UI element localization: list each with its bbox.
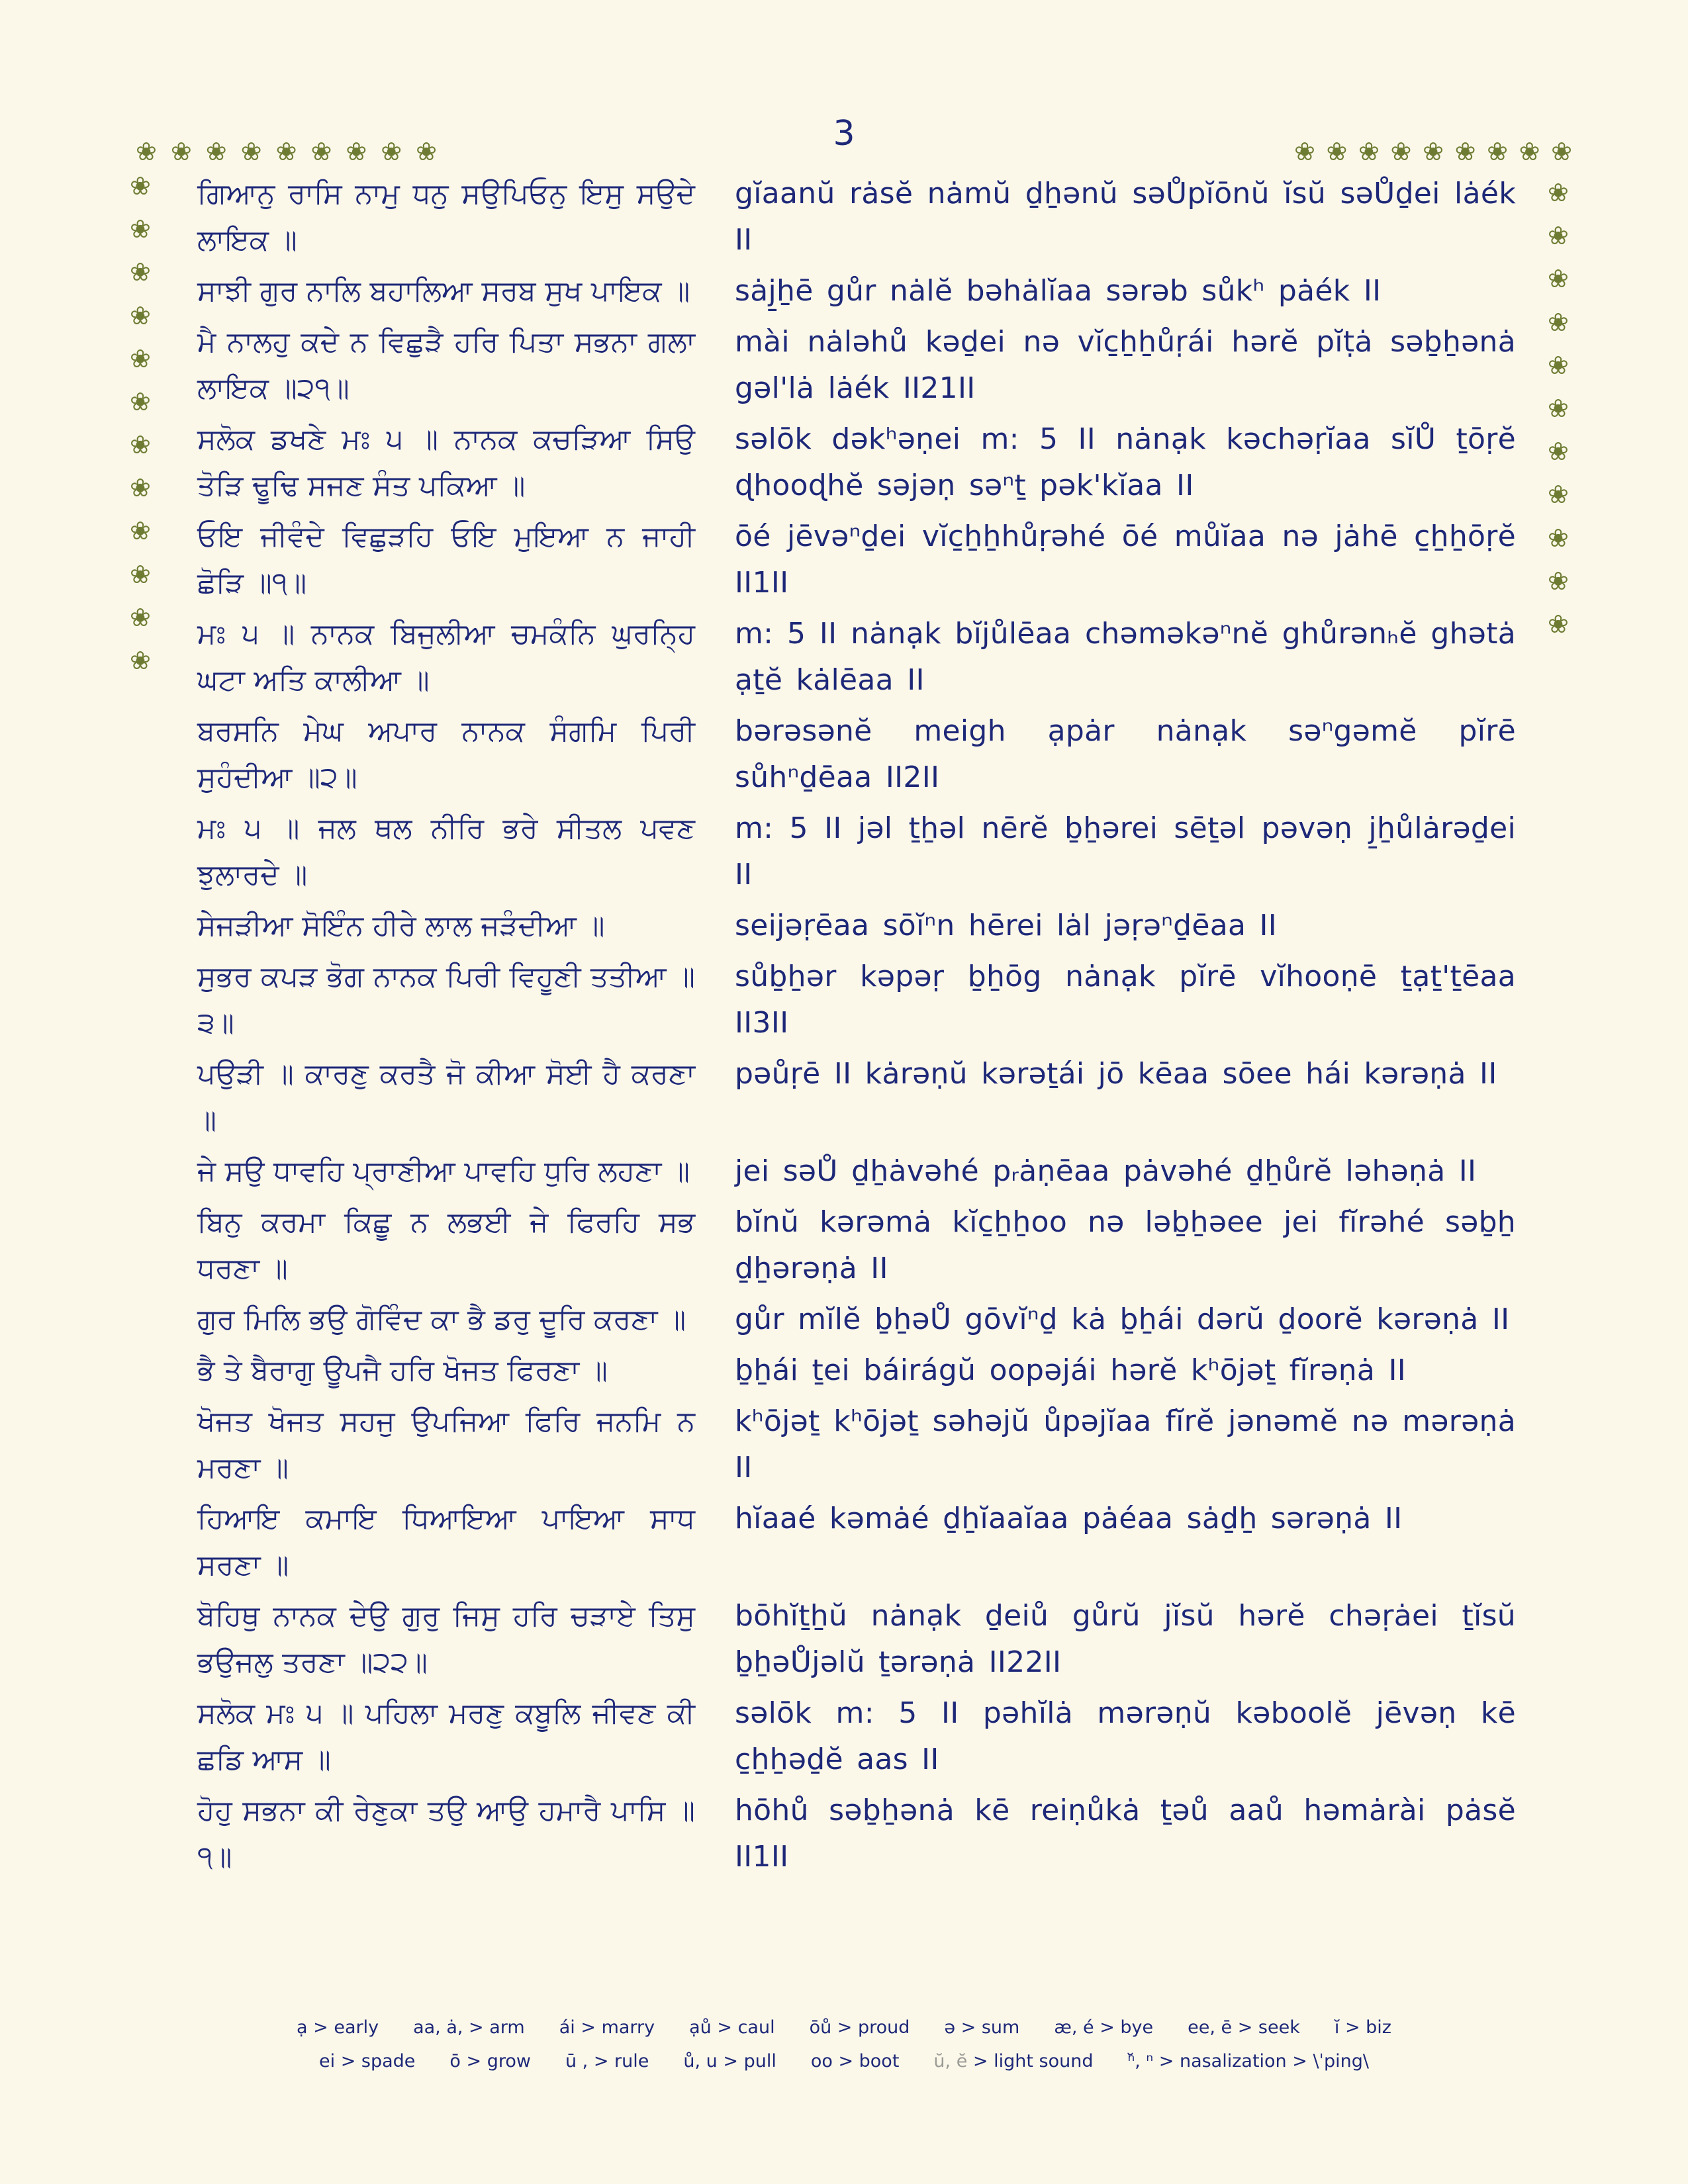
- pronunciation-item-text: oo > boot: [810, 2051, 900, 2071]
- pronunciation-key-row-1: [297, 2017, 1391, 2038]
- gurmukhi-text: ਹਿਆਇ ਕਮਾਇ ਧਿਆਇਆ ਪਾਇਆ ਸਾਧ ਸਰਣਾ ॥: [197, 1502, 695, 1582]
- flower-icon: ❀: [346, 137, 367, 166]
- flower-icon: ❀: [1454, 137, 1476, 166]
- pronunciation-item: ĭ > biz: [1334, 2017, 1391, 2038]
- flower-icon: ❀: [130, 602, 151, 632]
- ornament-row-top-left: [136, 139, 437, 164]
- flower-icon: ❀: [1487, 137, 1508, 166]
- roman-transliteration-text: hōhů səḇẖənȧ kē reiṇůkȧ ṯəů aaů həmȧrài pȧsĕ II1II: [735, 1794, 1516, 1874]
- pronunciation-item: ái > marry: [559, 2017, 655, 2038]
- flower-icon: ❀: [130, 430, 151, 460]
- flower-icon: ❀: [275, 137, 297, 166]
- flower-icon: ❀: [1519, 137, 1540, 166]
- roman-transliteration-text: bōhĭṯẖŭ nȧnạk ḏeiů gůrŭ jĭsŭ hərĕ chəṛȧei ṯĭsŭ ḇẖəŮjəlŭ ṯərəṇȧ II22II: [735, 1599, 1516, 1679]
- ornament-column-left: [130, 173, 151, 673]
- pronunciation-item-text: > light sound: [967, 2051, 1094, 2071]
- gurmukhi-text: ਬਰਸਨਿ ਮੇਘ ਅਪਾਰ ਨਾਨਕ ਸੰਗਮਿ ਪਿਰੀ ਸੁਹੰਦੀਆ ॥੨॥: [197, 715, 695, 794]
- pronunciation-item: [449, 2051, 531, 2071]
- pronunciation-item-text: ů, u > pull: [683, 2051, 776, 2071]
- roman-transliteration-text: sůḇẖər kəpəṛ ḇẖōg nȧnạk pĭrē vĭhooṇē ṯạṯ'ṯēaa II3II: [735, 960, 1516, 1040]
- roman-transliteration-text: seijəṛēaa sōĭⁿn hērei lȧl jəṛəⁿḏēaa II: [735, 909, 1278, 942]
- verse-row: [197, 514, 1516, 606]
- verse-row: [197, 1051, 1516, 1144]
- pronunciation-item: ee, ē > seek: [1188, 2017, 1300, 2038]
- pronunciation-item: [811, 2051, 900, 2071]
- verse-row: [197, 1148, 1516, 1195]
- pronunciation-key: [0, 2017, 1688, 2071]
- flower-icon: ❀: [1548, 307, 1569, 337]
- pronunciation-key-row-2: [319, 2051, 1369, 2071]
- flower-icon: ❀: [205, 137, 227, 166]
- verse-row: [197, 1690, 1516, 1783]
- flower-icon: ❀: [1548, 523, 1569, 553]
- flower-icon: ❀: [1548, 350, 1569, 380]
- pronunciation-item-text: ei > spade: [319, 2051, 416, 2071]
- flower-icon: ❀: [1294, 137, 1315, 166]
- verse-row: [197, 268, 1516, 314]
- pronunciation-item-text: ō > grow: [449, 2051, 531, 2071]
- flower-icon: ❀: [416, 137, 437, 166]
- flower-icon: ❀: [130, 516, 151, 546]
- gurmukhi-text: ਮਃ ੫ ॥ ਜਲ ਥਲ ਨੀਰਿ ਭਰੇ ਸੀਤਲ ਪਵਣ ਝੁਲਾਰਦੇ ॥: [197, 812, 695, 891]
- flower-icon: ❀: [1548, 221, 1569, 251]
- verse-row: [197, 1398, 1516, 1491]
- roman-transliteration-text: səlōk dəkʰəṇei m: 5 II nȧnạk kəchəṛĭaa sĭŮ ṯōṛĕ ɖhooɖhĕ səjəṇ səⁿṯ pək'kĭaa II: [735, 422, 1516, 502]
- roman-transliteration-text: gĭaanŭ rȧsĕ nȧmŭ ḏẖənŭ səŮpĭōnŭ ĭsŭ səŮḏei lȧék II: [735, 177, 1516, 257]
- roman-transliteration-text: bĭnŭ kərəmȧ kĭc̱ẖẖoo nə ləḇẖəee jei fĭrəhé səḇẖ ḏẖərəṇȧ II: [735, 1205, 1516, 1285]
- roman-transliteration-text: ḇẖái ṯei báirágŭ oopəjái hərĕ kʰōjəṯ fĭrəṇȧ II: [735, 1353, 1407, 1387]
- gurmukhi-text: ਹੋਹੁ ਸਭਨਾ ਕੀ ਰੇਣੁਕਾ ਤਉ ਆਉ ਹਮਾਰੈ ਪਾਸਿ ॥੧॥: [197, 1794, 695, 1874]
- flower-icon: ❀: [1548, 437, 1569, 467]
- pronunciation-item: ạ > early: [297, 2017, 379, 2038]
- verse-row: [197, 1593, 1516, 1686]
- flower-icon: ❀: [130, 343, 151, 373]
- gurmukhi-text: ਭੈ ਤੇ ਬੈਰਾਗੁ ਊਪਜੈ ਹਰਿ ਖੋਜਤ ਫਿਰਣਾ ॥: [197, 1354, 608, 1387]
- gurmukhi-text: ਸਾਝੀ ਗੁਰ ਨਾਲਿ ਬਹਾਲਿਆ ਸਰਬ ਸੁਖ ਪਾਇਕ ॥: [197, 275, 690, 308]
- verse-row: [197, 1199, 1516, 1292]
- verse-row: [197, 611, 1516, 704]
- pronunciation-item: ạů > caul: [689, 2017, 775, 2038]
- verse-row: [197, 805, 1516, 898]
- pronunciation-item: ə > sum: [944, 2017, 1020, 2038]
- roman-transliteration-text: mài nȧləhů kəḏei nə vĭc̱ẖẖůṛái hərĕ pĭṭȧ səḇẖənȧ gəl'lȧ lȧék II21II: [735, 325, 1516, 405]
- verse-row: [197, 1788, 1516, 1880]
- pronunciation-item: [1127, 2051, 1368, 2071]
- roman-transliteration-text: jei səŮ ḏẖȧvəhé pᵣȧṇēaa pȧvəhé ḏẖůrĕ ləhəṇȧ II: [735, 1154, 1477, 1188]
- gurmukhi-text: ਸਲੋਕ ਡਖਣੇ ਮਃ ੫ ॥ ਨਾਨਕ ਕਚੜਿਆ ਸਿਉ ਤੋੜਿ ਢੂਢਿ ਸਜਣ ਸੰਤ ਪਕਿਆ ॥: [197, 423, 695, 502]
- gurmukhi-text: ਗੁਰ ਮਿਲਿ ਭਉ ਗੋਵਿੰਦ ਕਾ ਭੈ ਡਰੁ ਦੂਰਿ ਕਰਣਾ ॥: [197, 1303, 686, 1336]
- flower-icon: ❀: [130, 214, 151, 244]
- gurmukhi-text: ਸਲੋਕ ਮਃ ੫ ॥ ਪਹਿਲਾ ਮਰਣੁ ਕਬੂਲਿ ਜੀਵਣ ਕੀ ਛਡਿ ਆਸ ॥: [197, 1697, 695, 1776]
- gurmukhi-text: ਸੇਜੜੀਆ ਸੋਇੰਨ ਹੀਰੇ ਲਾਲ ਜੜੰਦੀਆ ॥: [197, 909, 605, 942]
- flower-icon: ❀: [381, 137, 402, 166]
- verse-row: [197, 319, 1516, 412]
- roman-transliteration-text: hĭaaé kəmȧé ḏẖĭaaĭaa pȧéaa sȧḏẖ sərəṇȧ II: [735, 1502, 1403, 1535]
- gurmukhi-text: ਬੋਹਿਥੁ ਨਾਨਕ ਦੇਉ ਗੁਰੁ ਜਿਸੁ ਹਰਿ ਚੜਾਏ ਤਿਸੁ ਭਉਜਲੁ ਤਰਣਾ ॥੨੨॥: [197, 1600, 695, 1679]
- roman-transliteration-text: gůr mĭlĕ ḇẖəŮ gōvĭⁿḏ kȧ ḇẖái dərŭ ḏoorĕ kərəṇȧ II: [735, 1302, 1510, 1336]
- pronunciation-item: æ, é > bye: [1054, 2017, 1154, 2038]
- verse-row: [197, 1496, 1516, 1588]
- roman-transliteration-text: kʰōjəṯ kʰōjəṯ səhəjŭ ůpəjĭaa fĭrĕ jənəmĕ nə mərəṇȧ II: [735, 1404, 1516, 1484]
- roman-transliteration-text: m: 5 II nȧnạk bĭjůlēaa chəməkəⁿnĕ ghůrənₕĕ ghətȧ ạṯĕ kȧlēaa II: [735, 617, 1516, 697]
- flower-icon: ❀: [1548, 480, 1569, 510]
- flower-icon: ❀: [130, 171, 151, 201]
- roman-transliteration-text: səlōk m: 5 II pəhĭlȧ mərəṇŭ kəboolĕ jēvəṇ kē c̱ẖẖəḏĕ aas II: [735, 1696, 1516, 1776]
- verse-row: [197, 1297, 1516, 1343]
- verse-row: [197, 1347, 1516, 1394]
- pronunciation-item: [683, 2051, 776, 2071]
- flower-icon: ❀: [240, 137, 262, 166]
- gurmukhi-text: ਪਉੜੀ ॥ ਕਾਰਣੁ ਕਰਤੈ ਜੋ ਕੀਆ ਸੋਈ ਹੈ ਕਰਣਾ ॥: [197, 1058, 695, 1137]
- light-sound-letters: ŭ, ĕ: [933, 2051, 968, 2071]
- flower-icon: ❀: [1548, 393, 1569, 423]
- flower-icon: ❀: [1548, 566, 1569, 596]
- flower-icon: ❀: [130, 645, 151, 675]
- pronunciation-item: ōů > proud: [809, 2017, 910, 2038]
- flower-icon: ❀: [1423, 137, 1444, 166]
- pronunciation-item: [319, 2051, 415, 2071]
- flower-icon: ❀: [130, 473, 151, 503]
- roman-transliteration-text: bərəsənĕ meigh ạpȧr nȧnạk səⁿgəmĕ pĭrē sůhⁿḏēaa II2II: [735, 714, 1516, 794]
- gurmukhi-text: ਮੈ ਨਾਲਹੁ ਕਦੇ ਨ ਵਿਛੁੜੈ ਹਰਿ ਪਿਤਾ ਸਭਨਾ ਗਲਾ ਲਾਇਕ ॥੨੧॥: [197, 326, 695, 405]
- pronunciation-item-text: ⁿ̆, ⁿ > nasalization > \ˈping\: [1127, 2051, 1369, 2071]
- flower-icon: ❀: [1548, 178, 1569, 207]
- verse-row: [197, 416, 1516, 509]
- ornament-column-right: [1548, 180, 1569, 637]
- flower-icon: ❀: [310, 137, 332, 166]
- flower-icon: ❀: [1551, 137, 1572, 166]
- page-number: 3: [833, 114, 855, 154]
- pronunciation-item: [933, 2051, 1093, 2071]
- verse-row: [197, 903, 1516, 949]
- gurmukhi-text: ਖੋਜਤ ਖੋਜਤ ਸਹਜੁ ਉਪਜਿਆ ਫਿਰਿ ਜਨਮਿ ਨ ਮਰਣਾ ॥: [197, 1405, 695, 1484]
- flower-icon: ❀: [1358, 137, 1380, 166]
- verse-row: [197, 171, 1516, 263]
- flower-icon: ❀: [1548, 264, 1569, 294]
- flower-icon: ❀: [136, 137, 157, 166]
- flower-icon: ❀: [130, 300, 151, 330]
- verse-row: [197, 708, 1516, 801]
- flower-icon: ❀: [1548, 609, 1569, 639]
- flower-icon: ❀: [170, 137, 192, 166]
- gurmukhi-text: ਗਿਆਨੁ ਰਾਸਿ ਨਾਮੁ ਧਨੁ ਸਉਪਿਓਨੁ ਇਸੁ ਸਉਦੇ ਲਾਇਕ ॥: [197, 177, 695, 257]
- roman-transliteration-text: pəůṛē II kȧrəṇŭ kərəṯái jō kēaa sōee hái kərəṇȧ II: [735, 1057, 1497, 1091]
- pronunciation-item: [565, 2051, 649, 2071]
- pronunciation-item-text: ū , > rule: [565, 2051, 649, 2071]
- flower-icon: ❀: [130, 559, 151, 589]
- gurmukhi-text: ਬਿਨੁ ਕਰਮਾ ਕਿਛੂ ਨ ਲਭਈ ਜੇ ਫਿਰਹਿ ਸਭ ਧਰਣਾ ॥: [197, 1206, 695, 1285]
- flower-icon: ❀: [130, 257, 151, 287]
- gurmukhi-text: ਜੇ ਸਉ ਧਾਵਹਿ ਪ੍ਰਾਣੀਆ ਪਾਵਹਿ ਧੁਰਿ ਲਹਣਾ ॥: [197, 1155, 690, 1188]
- roman-transliteration-text: ōé jēvəⁿḏei vĭc̱ẖẖhůṛəhé ōé můĭaa nə jȧhē c̱ẖẖōṛĕ II1II: [735, 520, 1516, 600]
- roman-transliteration-text: sȧj̱ẖē gůr nȧlĕ bəhȧlĭaa sərəb sůkʰ pȧék II: [735, 274, 1382, 308]
- verse-list: [197, 171, 1516, 1885]
- gurmukhi-text: ਮਃ ੫ ॥ ਨਾਨਕ ਬਿਜੁਲੀਆ ਚਮਕੰਨਿ ਘੁਰਨ੍ਹਿ ਘਟਾ ਅਤਿ ਕਾਲੀਆ ॥: [197, 617, 695, 697]
- verse-row: [197, 954, 1516, 1046]
- ornament-row-top-right: [1294, 139, 1572, 164]
- gurmukhi-text: ਓਇ ਜੀਵੰਦੇ ਵਿਛੁੜਹਿ ਓਇ ਮੁਇਆ ਨ ਜਾਹੀ ਛੋੜਿ ॥੧॥: [197, 520, 695, 600]
- roman-transliteration-text: m: 5 II jəl ṯẖəl nērĕ ḇẖərei sēṯəl pəvəṇ j̱ẖůlȧrəḏei II: [735, 811, 1516, 891]
- flower-icon: ❀: [1390, 137, 1412, 166]
- gurmukhi-text: ਸੁਭਰ ਕਪੜ ਭੋਗ ਨਾਨਕ ਪਿਰੀ ਵਿਹੂਣੀ ਤਤੀਆ ॥੩॥: [197, 960, 695, 1040]
- flower-icon: ❀: [130, 387, 151, 416]
- pronunciation-item: aa, ȧ, > arm: [413, 2017, 525, 2038]
- flower-icon: ❀: [1326, 137, 1348, 166]
